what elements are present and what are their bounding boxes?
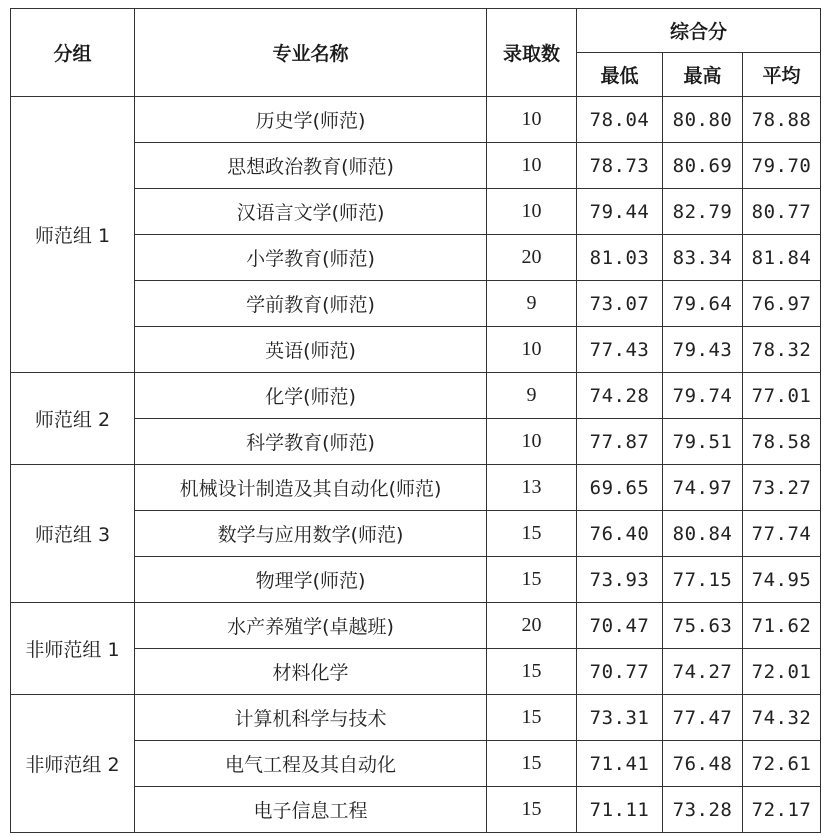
admitted-count: 20	[487, 235, 577, 281]
score-avg: 72.61	[743, 741, 821, 787]
admitted-count: 10	[487, 143, 577, 189]
table-row	[11, 373, 821, 419]
major-name: 历史学(师范)	[135, 97, 487, 143]
header-score: 综合分	[577, 9, 821, 53]
score-max: 77.15	[663, 557, 743, 603]
score-avg: 79.70	[743, 143, 821, 189]
score-min: 76.40	[577, 511, 663, 557]
admitted-count: 15	[487, 649, 577, 695]
admitted-count: 20	[487, 603, 577, 649]
major-name: 计算机科学与技术	[135, 695, 487, 741]
score-avg: 74.95	[743, 557, 821, 603]
score-max: 74.27	[663, 649, 743, 695]
admitted-count: 13	[487, 465, 577, 511]
score-min: 74.28	[577, 373, 663, 419]
major-name: 材料化学	[135, 649, 487, 695]
score-min: 71.11	[577, 787, 663, 833]
major-name: 小学教育(师范)	[135, 235, 487, 281]
score-avg: 76.97	[743, 281, 821, 327]
major-name: 英语(师范)	[135, 327, 487, 373]
admitted-count: 10	[487, 97, 577, 143]
admitted-count: 10	[487, 327, 577, 373]
score-min: 70.77	[577, 649, 663, 695]
score-avg: 81.84	[743, 235, 821, 281]
score-max: 74.97	[663, 465, 743, 511]
header-admitted: 录取数	[487, 9, 577, 97]
score-min: 77.87	[577, 419, 663, 465]
score-min: 69.65	[577, 465, 663, 511]
score-max: 83.34	[663, 235, 743, 281]
major-name: 思想政治教育(师范)	[135, 143, 487, 189]
table-row	[11, 695, 821, 741]
score-min: 79.44	[577, 189, 663, 235]
score-avg: 72.01	[743, 649, 821, 695]
score-avg: 77.74	[743, 511, 821, 557]
group-name: 非师范组 2	[11, 695, 135, 833]
score-max: 79.43	[663, 327, 743, 373]
score-max: 80.84	[663, 511, 743, 557]
score-max: 79.74	[663, 373, 743, 419]
score-avg: 78.58	[743, 419, 821, 465]
major-name: 电子信息工程	[135, 787, 487, 833]
major-name: 电气工程及其自动化	[135, 741, 487, 787]
admitted-count: 9	[487, 281, 577, 327]
admitted-count: 10	[487, 189, 577, 235]
score-max: 77.47	[663, 695, 743, 741]
score-min: 73.93	[577, 557, 663, 603]
score-min: 71.41	[577, 741, 663, 787]
score-min: 78.73	[577, 143, 663, 189]
admitted-count: 15	[487, 557, 577, 603]
table-row	[11, 97, 821, 143]
admitted-count: 15	[487, 741, 577, 787]
score-avg: 71.62	[743, 603, 821, 649]
admitted-count: 10	[487, 419, 577, 465]
admitted-count: 15	[487, 787, 577, 833]
score-avg: 74.32	[743, 695, 821, 741]
score-max: 79.51	[663, 419, 743, 465]
score-avg: 80.77	[743, 189, 821, 235]
score-max: 76.48	[663, 741, 743, 787]
admitted-count: 9	[487, 373, 577, 419]
major-name: 物理学(师范)	[135, 557, 487, 603]
table-body	[11, 97, 821, 833]
major-name: 机械设计制造及其自动化(师范)	[135, 465, 487, 511]
score-max: 73.28	[663, 787, 743, 833]
major-name: 水产养殖学(卓越班)	[135, 603, 487, 649]
score-avg: 78.88	[743, 97, 821, 143]
major-name: 化学(师范)	[135, 373, 487, 419]
score-min: 81.03	[577, 235, 663, 281]
score-min: 73.07	[577, 281, 663, 327]
score-min: 73.31	[577, 695, 663, 741]
table-row	[11, 603, 821, 649]
major-name: 数学与应用数学(师范)	[135, 511, 487, 557]
major-name: 科学教育(师范)	[135, 419, 487, 465]
group-name: 师范组 2	[11, 373, 135, 465]
header-avg: 平均	[743, 53, 821, 97]
score-avg: 78.32	[743, 327, 821, 373]
header-major: 专业名称	[135, 9, 487, 97]
group-name: 师范组 1	[11, 97, 135, 373]
group-name: 师范组 3	[11, 465, 135, 603]
table-row	[11, 465, 821, 511]
admitted-count: 15	[487, 695, 577, 741]
score-max: 79.64	[663, 281, 743, 327]
score-max: 75.63	[663, 603, 743, 649]
score-max: 80.80	[663, 97, 743, 143]
score-min: 78.04	[577, 97, 663, 143]
header-max: 最高	[663, 53, 743, 97]
score-max: 82.79	[663, 189, 743, 235]
major-name: 学前教育(师范)	[135, 281, 487, 327]
score-avg: 72.17	[743, 787, 821, 833]
header-min: 最低	[577, 53, 663, 97]
score-min: 77.43	[577, 327, 663, 373]
score-avg: 77.01	[743, 373, 821, 419]
admission-score-table	[10, 8, 821, 833]
score-max: 80.69	[663, 143, 743, 189]
header-group: 分组	[11, 9, 135, 97]
major-name: 汉语言文学(师范)	[135, 189, 487, 235]
group-name: 非师范组 1	[11, 603, 135, 695]
admitted-count: 15	[487, 511, 577, 557]
score-avg: 73.27	[743, 465, 821, 511]
score-min: 70.47	[577, 603, 663, 649]
